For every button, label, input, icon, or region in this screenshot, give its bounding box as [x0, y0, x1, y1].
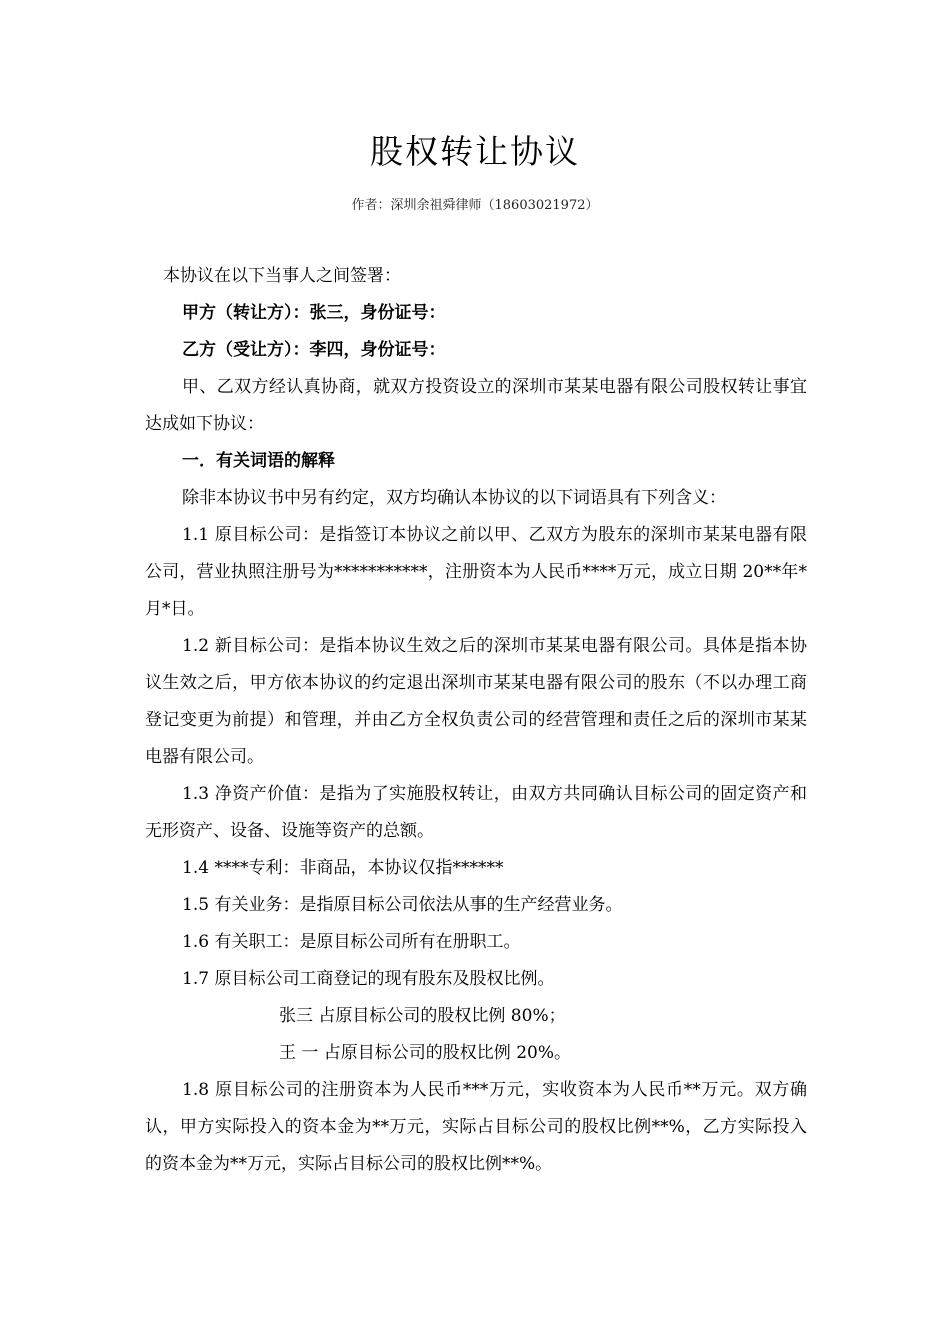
preamble-paragraph: 甲、乙双方经认真协商，就双方投资设立的深圳市某某电器有限公司股权转让事宜达成如下协议： — [145, 377, 807, 434]
clause-1-3: 1.3 净资产价值：是指为了实施股权转让，由双方共同确认目标公司的固定资产和无形资产、设备、设施等资产的总额。 — [145, 784, 807, 841]
clause-1-5: 1.5 有关业务：是指原目标公司依法从事的生产经营业务。 — [182, 895, 623, 915]
section-heading: 一．有关词语的解释 — [182, 451, 335, 471]
shareholder-line: 张三 占原目标公司的股权比例 80%； — [279, 1006, 566, 1026]
shareholder-line: 王 一 占原目标公司的股权比例 20%。 — [279, 1043, 571, 1063]
clause-1-6: 1.6 有关职工：是原目标公司所有在册职工。 — [182, 932, 521, 952]
clause-1-4: 1.4 ****专利：非商品，本协议仅指****** — [182, 858, 504, 878]
clause-1-2: 1.2 新目标公司：是指本协议生效之后的深圳市某某电器有限公司。具体是指本协议生效之后，甲方依本协议的约定退出深圳市某某电器有限公司的股东（不以办理工商登记变更为前提）和管理，并由乙方全权负责公司的经营管理和责任之后的深圳市某某电器有限公司。 — [145, 636, 807, 767]
document-title: 股权转让协议 — [370, 132, 580, 171]
author-line: 作者：深圳余祖舜律师（18603021972） — [351, 198, 599, 213]
party-b-line: 乙方（受让方）：李四，身份证号： — [182, 340, 446, 360]
intro-paragraph: 本协议在以下当事人之间签署： — [163, 266, 401, 286]
party-a-line: 甲方（转让方）：张三，身份证号： — [182, 303, 446, 323]
clause-1-1: 1.1 原目标公司：是指签订本协议之前以甲、乙双方为股东的深圳市某某电器有限公司，营业执照注册号为***********，注册资本为人民币****万元，成立日期 20**年*月*日。 — [145, 525, 807, 619]
section-intro: 除非本协议书中另有约定，双方均确认本协议的以下词语具有下列含义： — [182, 488, 726, 508]
clause-1-8: 1.8 原目标公司的注册资本为人民币***万元，实收资本为人民币**万元。双方确认，甲方实际投入的资本金为**万元，实际占目标公司的股权比例**%，乙方实际投入的资本金为**万元，实际占目标公司的股权比例**%。 — [145, 1080, 807, 1174]
document-body — [145, 258, 807, 1183]
clause-1-7: 1.7 原目标公司工商登记的现有股东及股权比例。 — [182, 969, 555, 989]
